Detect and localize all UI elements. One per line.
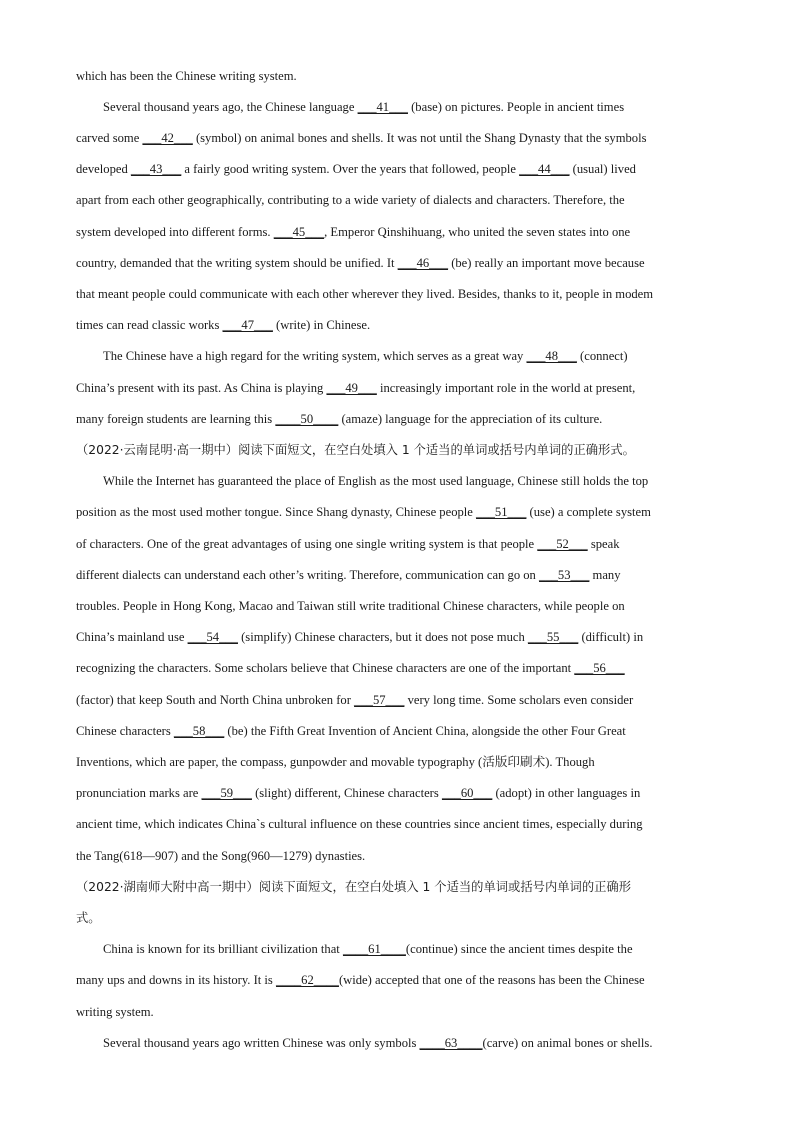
line-text: many foreign students are learning this (76, 412, 276, 426)
line-text: pronunciation marks are (76, 786, 202, 800)
text-line (103, 348, 628, 364)
text-line (76, 972, 645, 988)
line-text: The Chinese have a high regard for the writing system, which serves as a great way (103, 349, 527, 363)
line-text: （2022·云南昆明·高一期中）阅读下面短文，在空白处填入 1 个适当的单词或括号内单词的正确形式。 (76, 443, 635, 457)
line-text: the Tang(618—907) and the Song(960—1279) dynasties. (76, 849, 366, 863)
line-text: (adopt) in other languages in (492, 786, 641, 800)
line-text: speak (587, 537, 620, 551)
answer-blank: ___47___ (222, 318, 273, 332)
line-text: (connect) (576, 349, 628, 363)
answer-blank: ___56___ (574, 661, 625, 675)
line-text: (wide) accepted that one of the reasons has been the Chinese (338, 973, 645, 987)
text-line (76, 1004, 154, 1020)
answer-blank: ___55___ (527, 630, 579, 644)
line-text: China’s mainland use (76, 630, 188, 644)
line-text: China’s present with its past. As China is playing (76, 381, 327, 395)
text-line (76, 598, 625, 614)
line-text: (amaze) language for the appreciation of its culture. (338, 412, 603, 426)
text-line (76, 130, 647, 146)
line-text: (be) really an important move because (448, 256, 645, 270)
section-heading (76, 442, 635, 458)
section-heading (76, 879, 631, 895)
line-text: (write) in Chinese. (272, 318, 371, 332)
line-text: country, demanded that the writing system should be unified. It (76, 256, 398, 270)
line-text: different dialects can understand each other’s writing. Therefore, communication can go on (76, 568, 540, 582)
section-heading (76, 910, 101, 926)
answer-blank: ___53___ (539, 568, 590, 582)
text-line (76, 848, 365, 864)
answer-blank: ___52___ (537, 537, 588, 551)
answer-blank: ___49___ (326, 381, 377, 395)
line-text: a fairly good writing system. Over the years that followed, people (181, 162, 520, 176)
line-text: (carve) on animal bones or shells. (482, 1036, 653, 1050)
line-text: increasingly important role in the world at present, (376, 381, 636, 395)
line-text: Several thousand years ago written Chinese was only symbols (103, 1036, 420, 1050)
line-text: China is known for its brilliant civilization that (103, 942, 343, 956)
line-text: times can read classic works (76, 318, 223, 332)
text-line (76, 286, 653, 302)
answer-blank: ___46___ (397, 256, 449, 270)
line-text: (factor) that keep South and North China unbroken for (76, 693, 355, 707)
line-text: apart from each other geographically, contributing to a wide variety of dialects and characters. Therefore, the (76, 193, 625, 207)
answer-blank: ___44___ (519, 162, 570, 176)
line-text: which has been the Chinese writing system. (76, 69, 297, 83)
answer-blank: ___41___ (357, 100, 408, 114)
line-text: (continue) since the ancient times despite the (405, 942, 633, 956)
text-line (76, 411, 602, 427)
text-line (76, 224, 630, 240)
text-line (76, 161, 636, 177)
line-text: Chinese characters (76, 724, 174, 738)
text-line (76, 68, 297, 84)
text-line (76, 192, 625, 208)
line-text: (symbol) on animal bones and shells. It was not until the Shang Dynasty that the symbols (192, 131, 647, 145)
text-line (76, 723, 626, 739)
line-text: (difficult) in (578, 630, 644, 644)
line-text: (slight) different, Chinese characters (251, 786, 442, 800)
text-line (76, 504, 651, 520)
line-text: many ups and downs in its history. It is (76, 973, 276, 987)
line-text: that meant people could communicate with each other wherever they lived. Besides, thanks to it, people in modem (76, 287, 654, 301)
line-text: of characters. One of the great advantages of using one single writing system is that people (76, 537, 538, 551)
answer-blank: ____50____ (275, 412, 339, 426)
answer-blank: ___43___ (130, 162, 182, 176)
answer-blank: ___59___ (201, 786, 252, 800)
line-text: (usual) lived (569, 162, 636, 176)
line-text: Inventions, which are paper, the compass, gunpowder and movable typography (活版印刷术). Though (76, 755, 595, 769)
line-text: Several thousand years ago, the Chinese language (103, 100, 358, 114)
line-text: , Emperor Qinshihuang, who united the seven states into one (324, 225, 631, 239)
text-line (76, 816, 643, 832)
answer-blank: ___58___ (173, 724, 225, 738)
line-text: recognizing the characters. Some scholars believe that Chinese characters are one of the important (76, 661, 575, 675)
answer-blank: ___51___ (476, 505, 527, 519)
line-text: While the Internet has guaranteed the place of English as the most used language, Chinese still holds the top (103, 474, 649, 488)
text-line (76, 317, 370, 333)
answer-blank: ___54___ (187, 630, 238, 644)
line-text: many (589, 568, 621, 582)
answer-blank: ___42___ (142, 131, 193, 145)
text-line (76, 692, 633, 708)
line-text: very long time. Some scholars even consider (404, 693, 634, 707)
answer-blank: ___48___ (526, 349, 577, 363)
line-text: writing system. (76, 1005, 154, 1019)
text-line (76, 380, 635, 396)
answer-blank: ____61____ (342, 942, 406, 956)
text-line (103, 99, 624, 115)
text-line (103, 1035, 652, 1051)
text-line (76, 255, 645, 271)
answer-blank: ___57___ (354, 693, 405, 707)
text-line (76, 660, 625, 676)
line-text: （2022·湖南师大附中高一期中）阅读下面短文，在空白处填入 1 个适当的单词或括号内单词的正确形 (76, 880, 632, 894)
answer-blank: ___60___ (441, 786, 493, 800)
text-line (76, 629, 643, 645)
answer-blank: ____63____ (419, 1036, 483, 1050)
text-line (76, 536, 620, 552)
line-text: (simplify) Chinese characters, but it does not pose much (237, 630, 528, 644)
text-line (76, 567, 621, 583)
line-text: ancient time, which indicates China`s cultural influence on these countries since ancient times, especially during (76, 817, 643, 831)
answer-blank: ____62____ (275, 973, 339, 987)
line-text: troubles. People in Hong Kong, Macao and Taiwan still write traditional Chinese characters, while people on (76, 599, 625, 613)
text-line (76, 754, 595, 770)
line-text: (be) the Fifth Great Invention of Ancient China, alongside the other Four Great (224, 724, 626, 738)
line-text: position as the most used mother tongue. Since Shang dynasty, Chinese people (76, 505, 477, 519)
line-text: developed (76, 162, 131, 176)
line-text: 式。 (76, 911, 101, 925)
line-text: system developed into different forms. (76, 225, 274, 239)
answer-blank: ___45___ (273, 225, 325, 239)
line-text: (use) a complete system (526, 505, 651, 519)
text-line (103, 941, 633, 957)
line-text: (base) on pictures. People in ancient times (407, 100, 625, 114)
line-text: carved some (76, 131, 143, 145)
text-line (103, 473, 648, 489)
text-line (76, 785, 640, 801)
